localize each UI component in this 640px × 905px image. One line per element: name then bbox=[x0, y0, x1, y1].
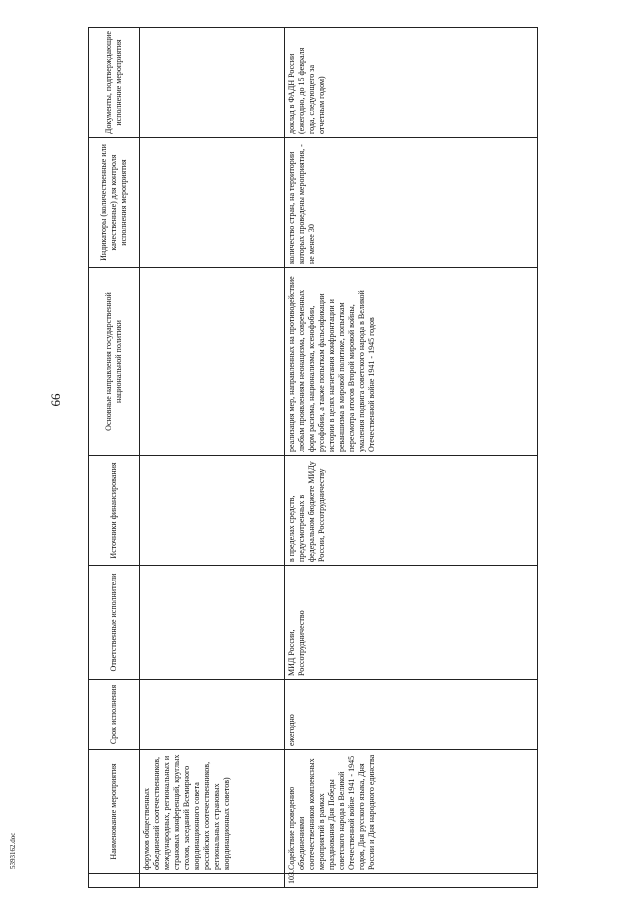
table-row bbox=[140, 28, 285, 888]
table-row bbox=[285, 28, 538, 888]
row-name: форумов общественных объединений соотечественников, международных, региональных и страновых конференций, круглых столов, заседаний Всемирного координационного совета российских соотечественников, региональных страновых координационных советов) bbox=[140, 750, 285, 874]
row-executors bbox=[140, 566, 285, 680]
row-term bbox=[140, 680, 285, 750]
header-directions: Основные направления государственной национальной политики bbox=[89, 268, 140, 456]
row-term: ежегодно bbox=[285, 680, 538, 750]
row-num bbox=[140, 874, 285, 888]
row-indicators: количество стран, на территории которых проведены мероприятия, - не менее 30 bbox=[285, 138, 538, 268]
row-name: Содействие проведению объединениями соотечественников комплексных мероприятий в рамках празднования Дня Победы советского народа в Великой Отечественной войне 1941 - 1945 годов, Дня русского языка, Дня России и Дня народного единства bbox=[285, 750, 538, 874]
row-directions bbox=[140, 268, 285, 456]
header-funding: Источники финансирования bbox=[89, 456, 140, 566]
table-header-row bbox=[89, 28, 140, 888]
row-num: 103. bbox=[285, 874, 538, 888]
header-name: Наименование мероприятия bbox=[89, 750, 140, 874]
table-container bbox=[88, 28, 604, 888]
page-number: 66 bbox=[48, 393, 63, 407]
document-reference: 5393162.doc bbox=[9, 832, 17, 869]
header-term: Срок исполнения bbox=[89, 680, 140, 750]
header-documents: Документы, подтверждающие исполнение мероприятия bbox=[89, 28, 140, 138]
row-funding: в пределах средств, предусмотренных в федеральном бюджете МИДу России, Россотрудничеству bbox=[285, 456, 538, 566]
header-executors: Ответственные исполнители bbox=[89, 566, 140, 680]
row-funding bbox=[140, 456, 285, 566]
header-num bbox=[89, 874, 140, 888]
row-documents: доклад в ФАДН России (ежегодно, до 15 февраля года, следующего за отчетным годом) bbox=[285, 28, 538, 138]
row-executors: МИД России, Россотрудничество bbox=[285, 566, 538, 680]
measures-table bbox=[88, 27, 538, 888]
header-indicators: Индикаторы (количественные или качественные) для контроля исполнения мероприятия bbox=[89, 138, 140, 268]
row-documents bbox=[140, 28, 285, 138]
row-indicators bbox=[140, 138, 285, 268]
row-directions: реализация мер, направленных на противодействие любым проявлениям неонацизма, современных форм расизма, национализма, ксенофобии, русофобии, а также попыткам фальсификации истории в целях нагнетания конфронтации и реваншизма в мировой политике, попыткам пересмотра итогов Второй мировой войны, умаления подвига советского народа в Великой Отечественной войне 1941 - 1945 годов bbox=[285, 268, 538, 456]
